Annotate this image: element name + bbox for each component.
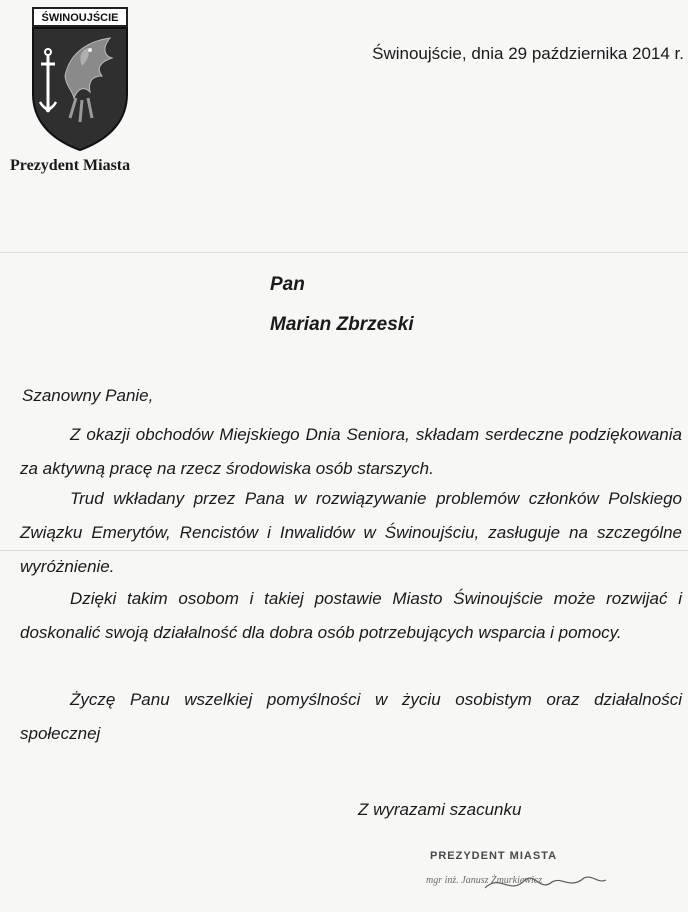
crest-label: ŚWINOUJŚCIE bbox=[41, 12, 119, 24]
recipient-title: Pan bbox=[270, 274, 305, 295]
salutation: Szanowny Panie, bbox=[22, 386, 154, 405]
letter-paragraph: Dzięki takim osobom i takiej postawie Miasto Świnoujście może rozwijać i doskonalić swoją działalność dla dobra osób potrzebujących wsparcia i pomocy. bbox=[20, 589, 682, 642]
letter-paragraph: Życzę Panu wszelkiej pomyślności w życiu osobistym oraz działalności społecznej bbox=[20, 690, 682, 743]
handwritten-signature bbox=[480, 868, 610, 898]
letter-paragraph: Trud wkładany przez Pana w rozwiązywanie problemów członków Polskiego Związku Emerytów, Rencistów i Inwalidów w Świnoujściu, zasługuje na szczególne wyróżnienie. bbox=[20, 489, 682, 576]
city-coat-of-arms bbox=[30, 6, 130, 152]
recipient-name: Marian Zbrzeski bbox=[270, 314, 414, 335]
signature-stamp-name: mgr inż. Janusz Żmurkiewicz bbox=[426, 875, 543, 886]
letter-date: Świnoujście, dnia 29 października 2014 r. bbox=[372, 44, 684, 63]
issuer-office: Prezydent Miasta bbox=[10, 157, 131, 174]
signature-stamp-title: PREZYDENT MIASTA bbox=[430, 850, 558, 862]
paper-fold-line bbox=[0, 252, 688, 253]
letter-paragraph: Z okazji obchodów Miejskiego Dnia Seniora, składam serdeczne podziękowania za aktywną pracę na rzecz środowiska osób starszych. bbox=[20, 425, 682, 478]
closing-phrase: Z wyrazami szacunku bbox=[358, 800, 522, 819]
